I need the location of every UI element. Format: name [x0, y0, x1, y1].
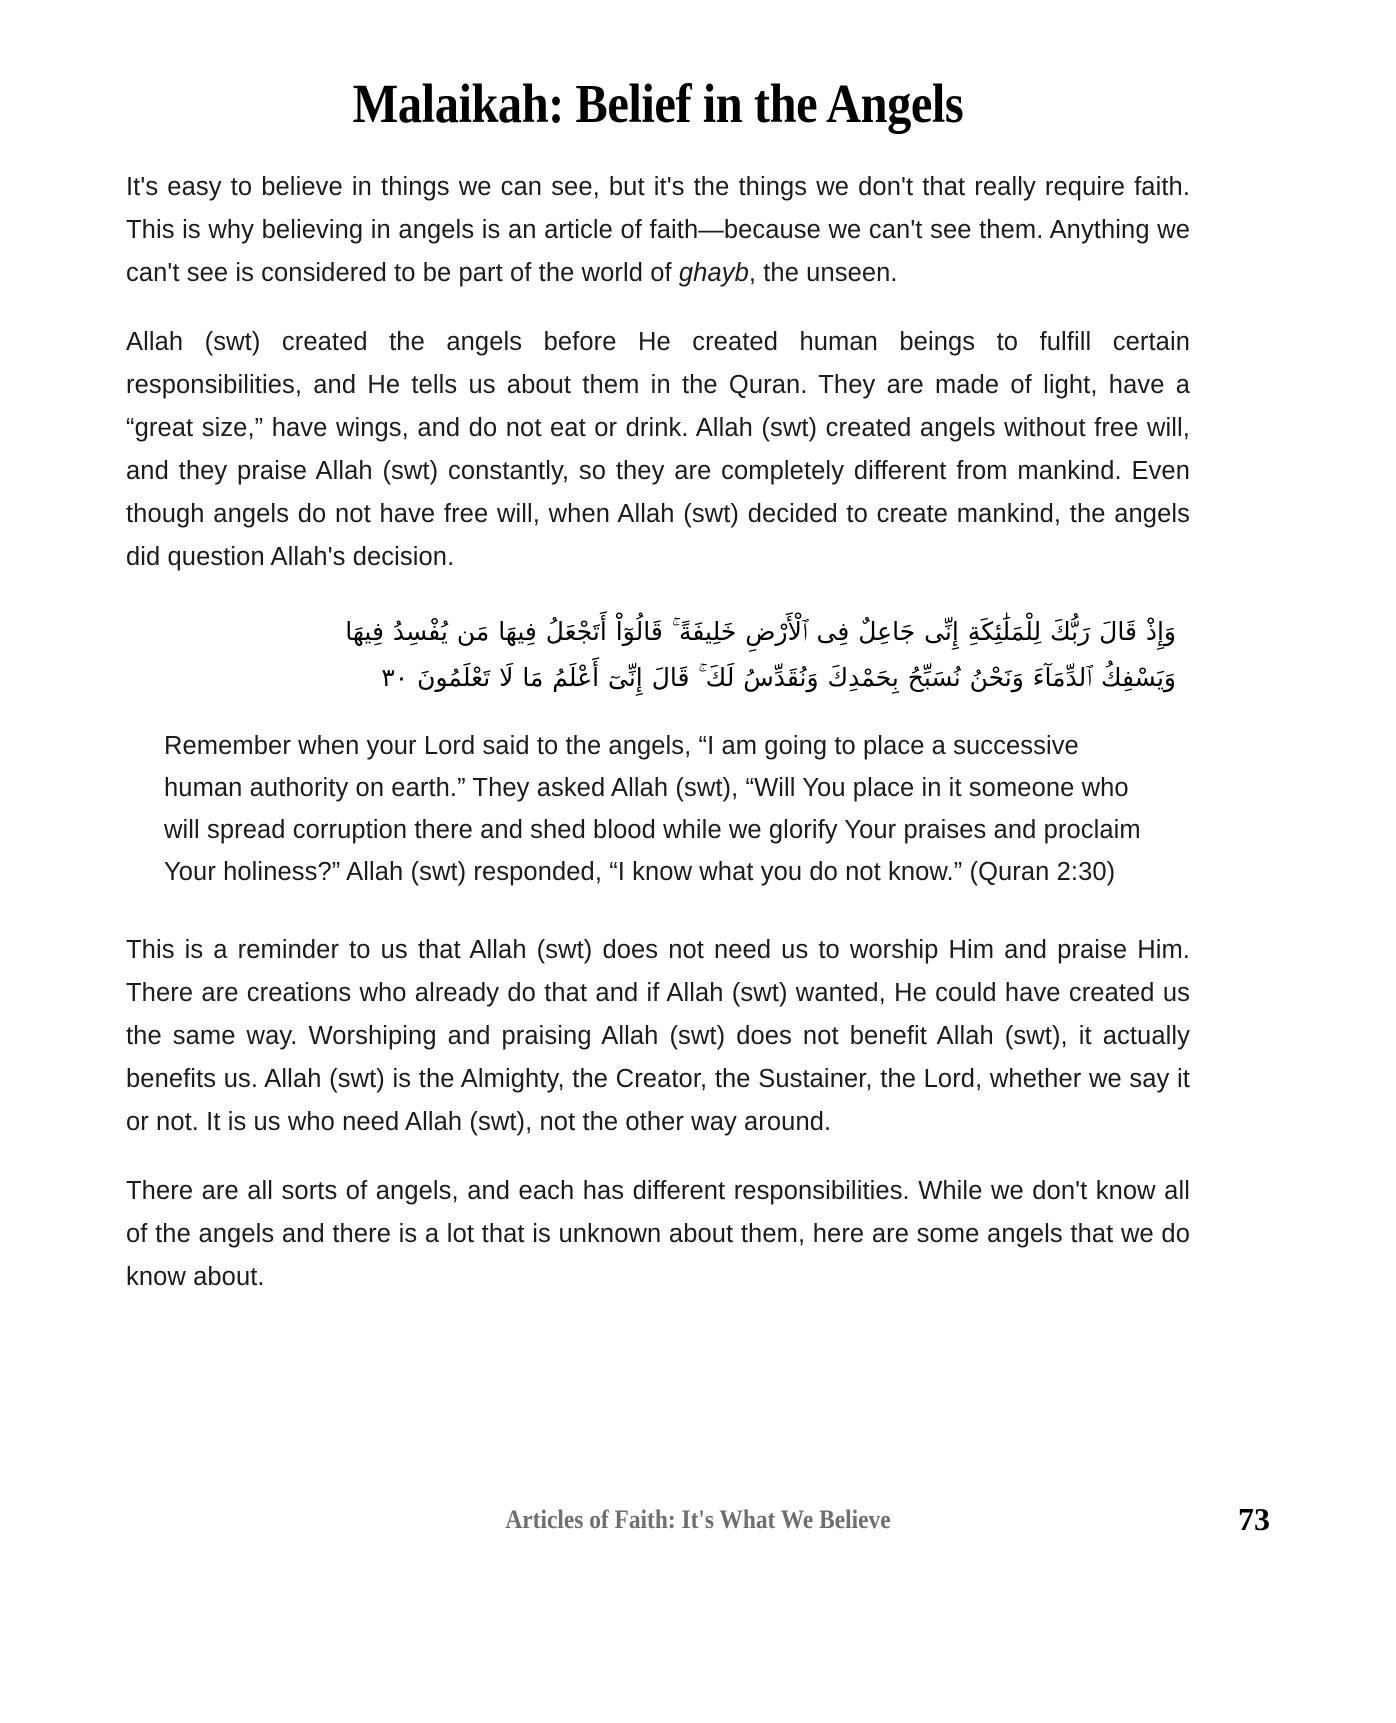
body-paragraph-3: This is a reminder to us that Allah (swt) does not need us to worship Him and praise Him. There are creations who already do that and if Allah (swt) wanted, He could have created us the same way. Worshiping and praising Allah (swt) does not benefit Allah (swt), it actually benefits us. Allah (swt) is the Almighty, the Creator, the Sustainer, the Lord, whether we say it or not. It is us who need Allah (swt), not the other way around.	[126, 935, 1190, 1136]
quran-verse-translation: Remember when your Lord said to the angels, “I am going to place a successive human authority on earth.” They asked Allah (swt), “Will You place in it someone who will spread corruption there and shed blood while we glorify Your praises and proclaim Your holiness?” Allah (swt) responded, “I know what you do not know.” (Quran 2:30)	[164, 731, 1141, 886]
italic-term-ghayb: ghayb	[678, 258, 749, 287]
arabic-verse-line-1: وَإِذْ قَالَ رَبُّكَ لِلْمَلَٰئِكَةِ إِنِّى جَاعِلٌ فِى ٱلْأَرْضِ خَلِيفَةً ۚ قَالُوٓاْ أَتَجْعَلُ فِيهَا مَن يُفْسِدُ فِيهَا	[345, 616, 1176, 646]
body-paragraph-2: Allah (swt) created the angels before He created human beings to fulfill certain responsibilities, and He tells us about them in the Quran. They are made of light, have a “great size,” have wings, and do not eat or drink. Allah (swt) created angels without free will, and they praise Allah (swt) constantly, so they are completely different from mankind. Even though angels do not have free will, when Allah (swt) decided to create mankind, the angels did question Allah's decision.	[126, 327, 1190, 571]
paragraph-1-text-after-italic: , the unseen.	[748, 258, 898, 287]
page-footer	[126, 1501, 1270, 1545]
body-paragraph-4: There are all sorts of angels, and each has different responsibilities. While we don't know all of the angels and there is a lot that is unknown about them, here are some angels that we do know about.	[126, 1176, 1190, 1291]
quran-verse-arabic	[126, 609, 1190, 701]
page-title: Malaikah: Belief in the Angels	[352, 73, 964, 134]
running-footer-title: Articles of Faith: It's What We Believe	[505, 1505, 891, 1534]
arabic-verse-line-2: وَيَسْفِكُ ٱلدِّمَآءَ وَنَحْنُ نُسَبِّحُ بِحَمْدِكَ وَنُقَدِّسُ لَكَ ۚ قَالَ إِنِّىٓ أَعْلَمُ مَا لَا تَعْلَمُونَ ٣٠	[381, 662, 1176, 692]
body-paragraph-1	[126, 166, 1190, 295]
page-content	[126, 0, 1190, 1299]
paragraph-1-text-before-italic: It's easy to believe in things we can see, but it's the things we don't that really require faith. This is why believing in angels is an article of faith—because we can't see them. Anything we can't see is considered to be part of the world of	[126, 172, 1190, 287]
page-number: 73	[1238, 1501, 1270, 1537]
